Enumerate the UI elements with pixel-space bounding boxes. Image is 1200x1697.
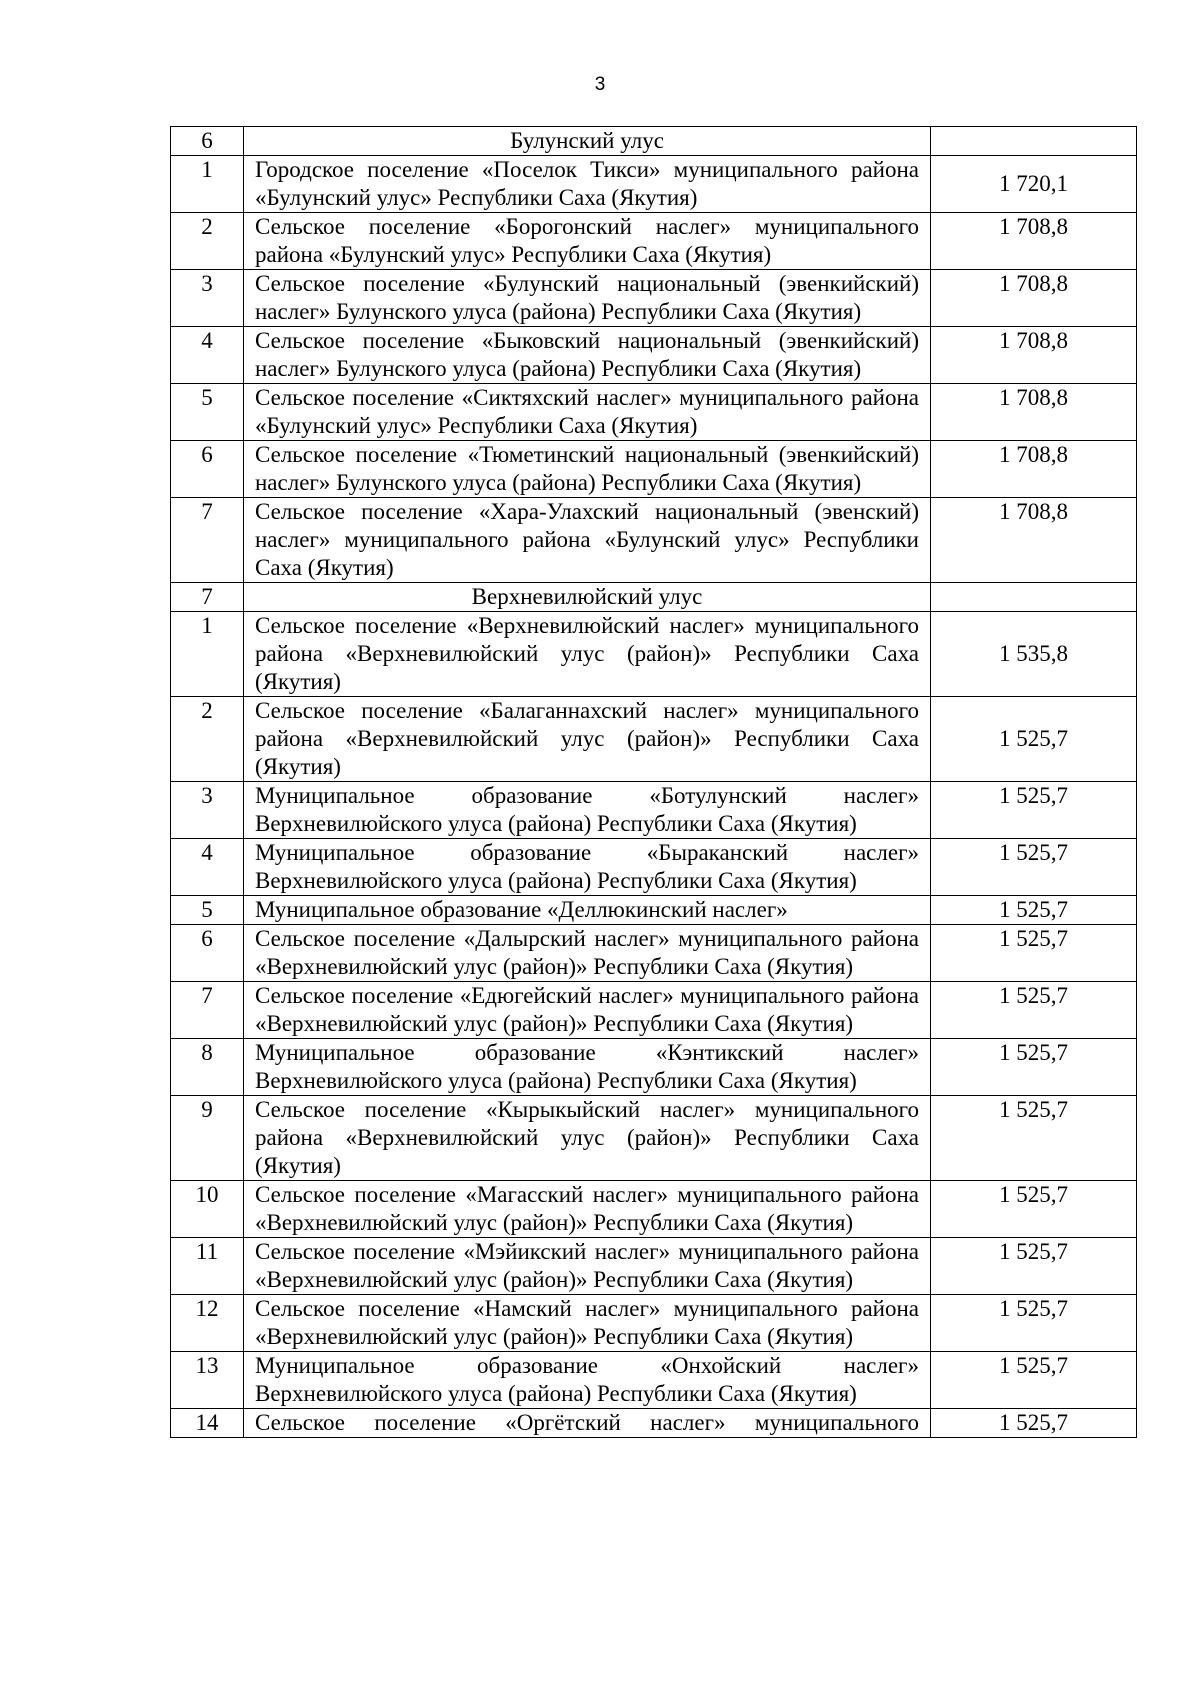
settlement-name: Сельское поселение «Мэйикский наслег» муниципального района «Верхневилюйский улус (район)» Республики Саха (Якутия) — [244, 1238, 931, 1295]
section-number: 7 — [171, 583, 244, 612]
amount-value: 1 525,7 — [931, 782, 1137, 839]
row-number: 9 — [171, 1096, 244, 1181]
table-row — [171, 1295, 1137, 1352]
table-row — [171, 1181, 1137, 1238]
amount-value: 1 525,7 — [931, 1352, 1137, 1409]
section-number: 6 — [171, 127, 244, 156]
amount-value: 1 525,7 — [931, 1039, 1137, 1096]
page-number: 3 — [594, 74, 606, 95]
settlement-name: Сельское поселение «Верхневилюйский наслег» муниципального района «Верхневилюйский улус (район)» Республики Саха (Якутия) — [244, 612, 931, 697]
amount-value: 1 708,8 — [931, 270, 1137, 327]
amount-value: 1 720,1 — [931, 156, 1137, 213]
amount-value: 1 525,7 — [931, 1409, 1137, 1438]
amount-value: 1 535,8 — [931, 612, 1137, 697]
settlement-name: Сельское поселение «Далырский наслег» муниципального района «Верхневилюйский улус (район)» Республики Саха (Якутия) — [244, 925, 931, 982]
amount-value: 1 525,7 — [931, 697, 1137, 782]
amount-value: 1 708,8 — [931, 327, 1137, 384]
row-number: 5 — [171, 384, 244, 441]
settlement-name: Муниципальное образование «Онхойский наслег» Верхневилюйского улуса (района) Республики Саха (Якутия) — [244, 1352, 931, 1409]
table-row — [171, 270, 1137, 327]
row-number: 3 — [171, 270, 244, 327]
amount-value: 1 525,7 — [931, 896, 1137, 925]
section-header-row — [171, 127, 1137, 156]
table-row — [171, 982, 1137, 1039]
table-body — [171, 127, 1137, 1438]
amount-value: 1 708,8 — [931, 384, 1137, 441]
amount-value: 1 525,7 — [931, 925, 1137, 982]
table-row — [171, 1409, 1137, 1438]
section-title: Верхневилюйский улус — [244, 583, 931, 612]
table-row — [171, 1096, 1137, 1181]
amount-value: 1 525,7 — [931, 982, 1137, 1039]
section-header-row — [171, 583, 1137, 612]
row-number: 4 — [171, 327, 244, 384]
table-row — [171, 213, 1137, 270]
settlement-name: Муниципальное образование «Быраканский наслег» Верхневилюйского улуса (района) Республики Саха (Якутия) — [244, 839, 931, 896]
row-number: 6 — [171, 925, 244, 982]
row-number: 2 — [171, 697, 244, 782]
table-row — [171, 782, 1137, 839]
table-row — [171, 498, 1137, 583]
table-row — [171, 896, 1137, 925]
settlement-name: Сельское поселение «Сиктяхский наслег» муниципального района «Булунский улус» Республики Саха (Якутия) — [244, 384, 931, 441]
settlement-name: Сельское поселение «Намский наслег» муниципального района «Верхневилюйский улус (район)» Республики Саха (Якутия) — [244, 1295, 931, 1352]
amount-value: 1 525,7 — [931, 1096, 1137, 1181]
row-number: 3 — [171, 782, 244, 839]
table-row — [171, 1352, 1137, 1409]
table-row — [171, 925, 1137, 982]
settlement-name: Сельское поселение «Магасский наслег» муниципального района «Верхневилюйский улус (район)» Республики Саха (Якутия) — [244, 1181, 931, 1238]
settlement-name: Муниципальное образование «Ботулунский наслег» Верхневилюйского улуса (района) Республики Саха (Якутия) — [244, 782, 931, 839]
row-number: 8 — [171, 1039, 244, 1096]
row-number: 10 — [171, 1181, 244, 1238]
section-value-empty — [931, 583, 1137, 612]
settlement-name: Городское поселение «Поселок Тикси» муниципального района «Булунский улус» Республики Саха (Якутия) — [244, 156, 931, 213]
settlement-name: Сельское поселение «Кырыкыйский наслег» муниципального района «Верхневилюйский улус (район)» Республики Саха (Якутия) — [244, 1096, 931, 1181]
row-number: 7 — [171, 982, 244, 1039]
amount-value: 1 708,8 — [931, 213, 1137, 270]
table-row — [171, 839, 1137, 896]
amount-value: 1 708,8 — [931, 441, 1137, 498]
row-number: 1 — [171, 156, 244, 213]
row-number: 13 — [171, 1352, 244, 1409]
settlements-table — [170, 126, 1137, 1438]
section-value-empty — [931, 127, 1137, 156]
amount-value: 1 525,7 — [931, 1295, 1137, 1352]
row-number: 6 — [171, 441, 244, 498]
table-row — [171, 327, 1137, 384]
row-number: 7 — [171, 498, 244, 583]
amount-value: 1 525,7 — [931, 1181, 1137, 1238]
table-row — [171, 441, 1137, 498]
settlement-name — [244, 1409, 931, 1438]
table-row — [171, 1039, 1137, 1096]
table-row — [171, 612, 1137, 697]
settlement-name: Сельское поселение «Борогонский наслег» муниципального района «Булунский улус» Республики Саха (Якутия) — [244, 213, 931, 270]
table-row — [171, 697, 1137, 782]
amount-value: 1 525,7 — [931, 839, 1137, 896]
settlement-name-text: Сельское поселение «Оргётский наслег» муниципального — [255, 1410, 919, 1435]
row-number: 5 — [171, 896, 244, 925]
row-number: 4 — [171, 839, 244, 896]
table-row — [171, 156, 1137, 213]
settlement-name: Сельское поселение «Хара-Улахский национальный (эвенский) наслег» муниципального района «Булунский улус» Республики Саха (Якутия) — [244, 498, 931, 583]
settlement-name: Муниципальное образование «Кэнтикский наслег» Верхневилюйского улуса (района) Республики Саха (Якутия) — [244, 1039, 931, 1096]
section-title: Булунский улус — [244, 127, 931, 156]
settlement-name: Муниципальное образование «Деллюкинский наслег» — [244, 896, 931, 925]
settlement-name: Сельское поселение «Балаганнахский наслег» муниципального района «Верхневилюйский улус (район)» Республики Саха (Якутия) — [244, 697, 931, 782]
settlement-name: Сельское поселение «Булунский национальный (эвенкийский) наслег» Булунского улуса (района) Республики Саха (Якутия) — [244, 270, 931, 327]
row-number: 2 — [171, 213, 244, 270]
table-row — [171, 1238, 1137, 1295]
table-row — [171, 384, 1137, 441]
row-number: 12 — [171, 1295, 244, 1352]
settlement-name: Сельское поселение «Быковский национальный (эвенкийский) наслег» Булунского улуса (района) Республики Саха (Якутия) — [244, 327, 931, 384]
settlement-name: Сельское поселение «Едюгейский наслег» муниципального района «Верхневилюйский улус (район)» Республики Саха (Якутия) — [244, 982, 931, 1039]
row-number: 1 — [171, 612, 244, 697]
settlement-name: Сельское поселение «Тюметинский национальный (эвенкийский) наслег» Булунского улуса (района) Республики Саха (Якутия) — [244, 441, 931, 498]
amount-value: 1 708,8 — [931, 498, 1137, 583]
row-number: 14 — [171, 1409, 244, 1438]
amount-value: 1 525,7 — [931, 1238, 1137, 1295]
row-number: 11 — [171, 1238, 244, 1295]
